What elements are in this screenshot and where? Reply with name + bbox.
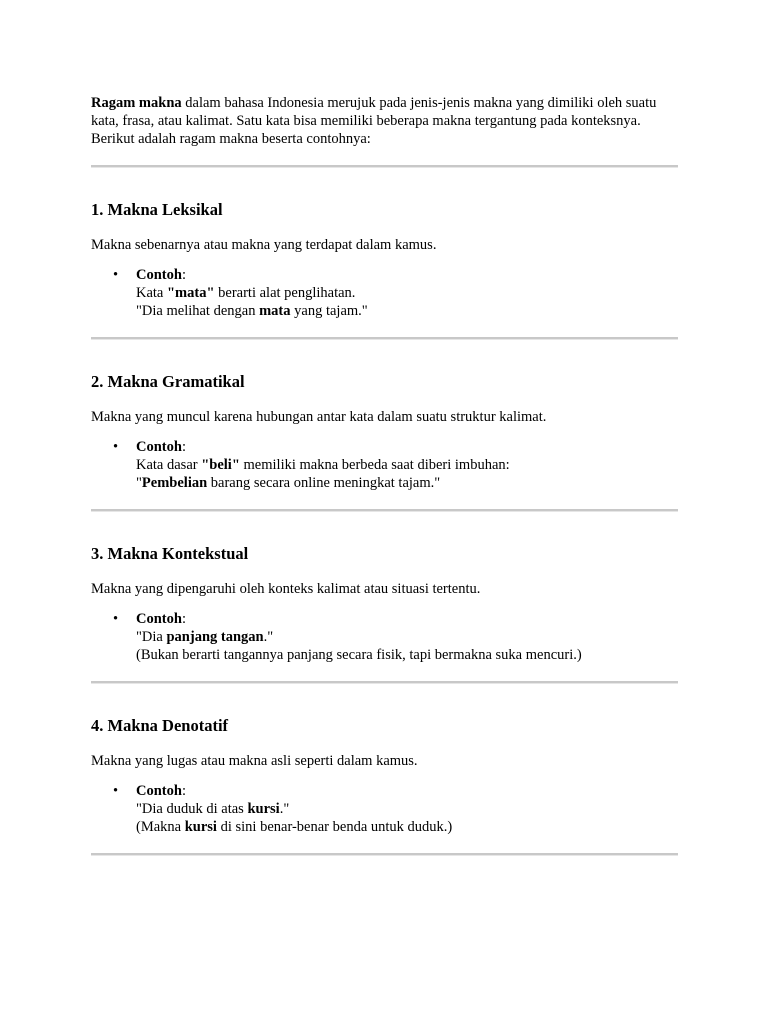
section-title: 3. Makna Kontekstual xyxy=(91,544,249,563)
section-leksikal xyxy=(91,200,679,340)
text-run: ." xyxy=(263,629,274,645)
example-label-line: Contoh: xyxy=(136,611,186,627)
bold-term: "mata" xyxy=(167,285,215,301)
example-list xyxy=(91,782,679,836)
text-run: barang secara online meningkat tajam." xyxy=(207,475,441,491)
text-run: berarti alat penglihatan. xyxy=(214,285,356,301)
example-label-line: Contoh: xyxy=(136,267,186,283)
text-run: "Dia xyxy=(136,629,167,645)
section-divider xyxy=(91,165,678,168)
section-divider xyxy=(91,853,678,856)
bold-term: "beli" xyxy=(201,457,240,473)
section-description: Makna yang lugas atau makna asli seperti dalam kamus. xyxy=(91,753,418,769)
text-run: (Makna xyxy=(136,819,185,835)
section-denotatif xyxy=(91,716,679,856)
example-line xyxy=(136,284,679,302)
example-line xyxy=(136,456,679,474)
section-kontekstual xyxy=(91,544,679,684)
section-description: Makna yang muncul karena hubungan antar kata dalam suatu struktur kalimat. xyxy=(91,409,547,425)
section-gramatikal xyxy=(91,372,679,512)
example-label-line: Contoh: xyxy=(136,783,186,799)
example-label: Contoh xyxy=(136,783,182,799)
example-line xyxy=(136,474,679,492)
bold-term: mata xyxy=(259,303,291,319)
section-title: 4. Makna Denotatif xyxy=(91,716,229,735)
example-line xyxy=(136,646,679,664)
example-line xyxy=(136,800,679,818)
bullet-icon: • xyxy=(113,439,119,455)
section-description: Makna sebenarnya atau makna yang terdapat dalam kamus. xyxy=(91,237,437,253)
example-item xyxy=(91,610,679,664)
bullet-icon: • xyxy=(113,611,119,627)
text-run: Kata xyxy=(136,285,167,301)
example-list xyxy=(91,266,679,320)
text-run: "Dia melihat dengan xyxy=(136,303,260,319)
text-run: Kata dasar xyxy=(136,457,202,473)
bullet-icon: • xyxy=(113,267,119,283)
bold-term: kursi xyxy=(247,801,280,817)
text-run: memiliki makna berbeda saat diberi imbuhan: xyxy=(239,457,510,473)
example-line xyxy=(136,302,679,320)
example-label: Contoh xyxy=(136,267,182,283)
example-label: Contoh xyxy=(136,611,182,627)
text-run: ." xyxy=(279,801,290,817)
example-label: Contoh xyxy=(136,439,182,455)
section-divider xyxy=(91,337,678,340)
section-title: 1. Makna Leksikal xyxy=(91,200,223,219)
section-title: 2. Makna Gramatikal xyxy=(91,372,245,391)
intro-text: dalam bahasa Indonesia merujuk pada jenis-jenis makna yang dimiliki oleh suatu kata, frasa, atau kalimat. Satu kata bisa memiliki beberapa makna tergantung pada konteksnya. Berikut adalah ragam makna beserta contohnya: xyxy=(91,95,657,147)
example-item xyxy=(91,266,679,320)
text-run: "Dia duduk di atas xyxy=(136,801,248,817)
bold-term: kursi xyxy=(184,819,217,835)
text-run: yang tajam." xyxy=(290,303,368,319)
example-line xyxy=(136,818,679,836)
example-line xyxy=(136,628,679,646)
section-description: Makna yang dipengaruhi oleh konteks kalimat atau situasi tertentu. xyxy=(91,581,481,597)
intro-term: Ragam makna xyxy=(91,95,182,111)
section-divider xyxy=(91,509,678,512)
example-list xyxy=(91,610,679,664)
example-list xyxy=(91,438,679,492)
intro-paragraph xyxy=(91,94,679,148)
section-divider xyxy=(91,681,678,684)
example-item xyxy=(91,782,679,836)
bullet-icon: • xyxy=(113,783,119,799)
text-run: " xyxy=(136,475,142,491)
example-label-line: Contoh: xyxy=(136,439,186,455)
example-item xyxy=(91,438,679,492)
text-run: di sini benar-benar benda untuk duduk.) xyxy=(216,819,453,835)
bold-term: Pembelian xyxy=(141,475,208,491)
bold-term: panjang tangan xyxy=(166,629,264,645)
text-run: (Bukan berarti tangannya panjang secara fisik, tapi bermakna suka mencuri.) xyxy=(136,647,582,663)
document-page xyxy=(91,94,679,856)
